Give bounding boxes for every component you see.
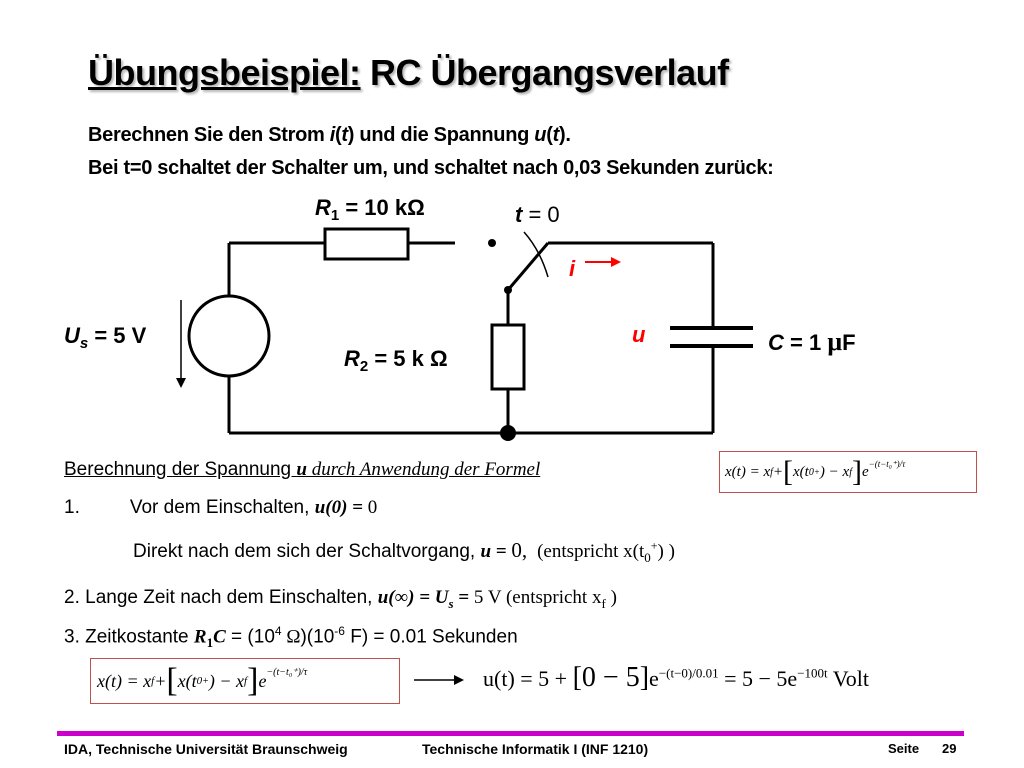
result-equation: $u(t) = 5 + [0 - 5]e^{-(t-0)/0.01} = 5 - 5e^{-100t}$ Volt [483, 662, 870, 693]
formula-box-bottom: x(t) = x f + [ x(t 0 + ) − x f ] e $^{-(t-t_0^+)/\tau}$ [90, 658, 400, 704]
resistor-r2 [492, 325, 524, 389]
task-line-2: Bei t=0 schaltet der Schalter um, und schaltet nach 0,03 Sekunden zurück: [88, 157, 774, 179]
footer-institution: IDA, Technische Universität Braunschweig [64, 741, 348, 757]
calc-heading: Berechnung der Spannung u durch Anwendung der Formel [64, 459, 541, 480]
current-arrow [611, 257, 621, 267]
task-line-1: Berechnen Sie den Strom i(t) und die Spannung u(t). [88, 124, 571, 146]
step-1b: Direkt nach dem sich der Schaltvorgang, u = 0, (entspricht $x(t_0^+)$ ) [133, 538, 675, 565]
junction-node [500, 425, 516, 441]
label-r1: $R_1 = 10$ kΩ [315, 195, 425, 224]
step-3: 3. Zeitkostante $R_1C = (10^4$ $\Omega)(10^{-6}$ F) = 0.01 Sekunden [64, 624, 518, 651]
footer-page-number: 29 [942, 741, 957, 756]
switch-blade [508, 243, 548, 290]
footer-divider [57, 731, 964, 736]
label-u: u [632, 322, 646, 347]
switch-contact-left [488, 239, 496, 247]
step-2: 2. Lange Zeit nach dem Einschalten, $u(\infty) = U_s = 5$ V (entspricht $x_f$ ) [64, 587, 617, 611]
voltage-arrow [176, 378, 186, 388]
formula-box-top: x(t) = x f + [ x(t 0 + ) − x f ] e $^{-(t-t_0^+)/\tau}$ [719, 451, 977, 493]
label-t0: t = 0 [515, 202, 560, 227]
footer-course: Technische Informatik I (INF 1210) [422, 741, 649, 757]
voltage-source [189, 296, 269, 376]
label-c: C = 1 μF [768, 327, 856, 356]
label-us: $U_s = 5$ V [64, 323, 147, 352]
label-r2: $R_2 = 5$ k Ω [344, 346, 448, 375]
footer-page-label: Seite [888, 741, 920, 756]
result-arrow [414, 672, 464, 688]
switch-contact-pivot [504, 286, 512, 294]
page-title: Übungsbeispiel: RC Übergangsverlauf [88, 52, 729, 93]
resistor-r1 [325, 229, 408, 259]
step-1: 1. Vor dem Einschalten, u(0) = 0 [64, 497, 378, 518]
label-i: i [569, 256, 576, 281]
switch-arc [524, 232, 548, 277]
